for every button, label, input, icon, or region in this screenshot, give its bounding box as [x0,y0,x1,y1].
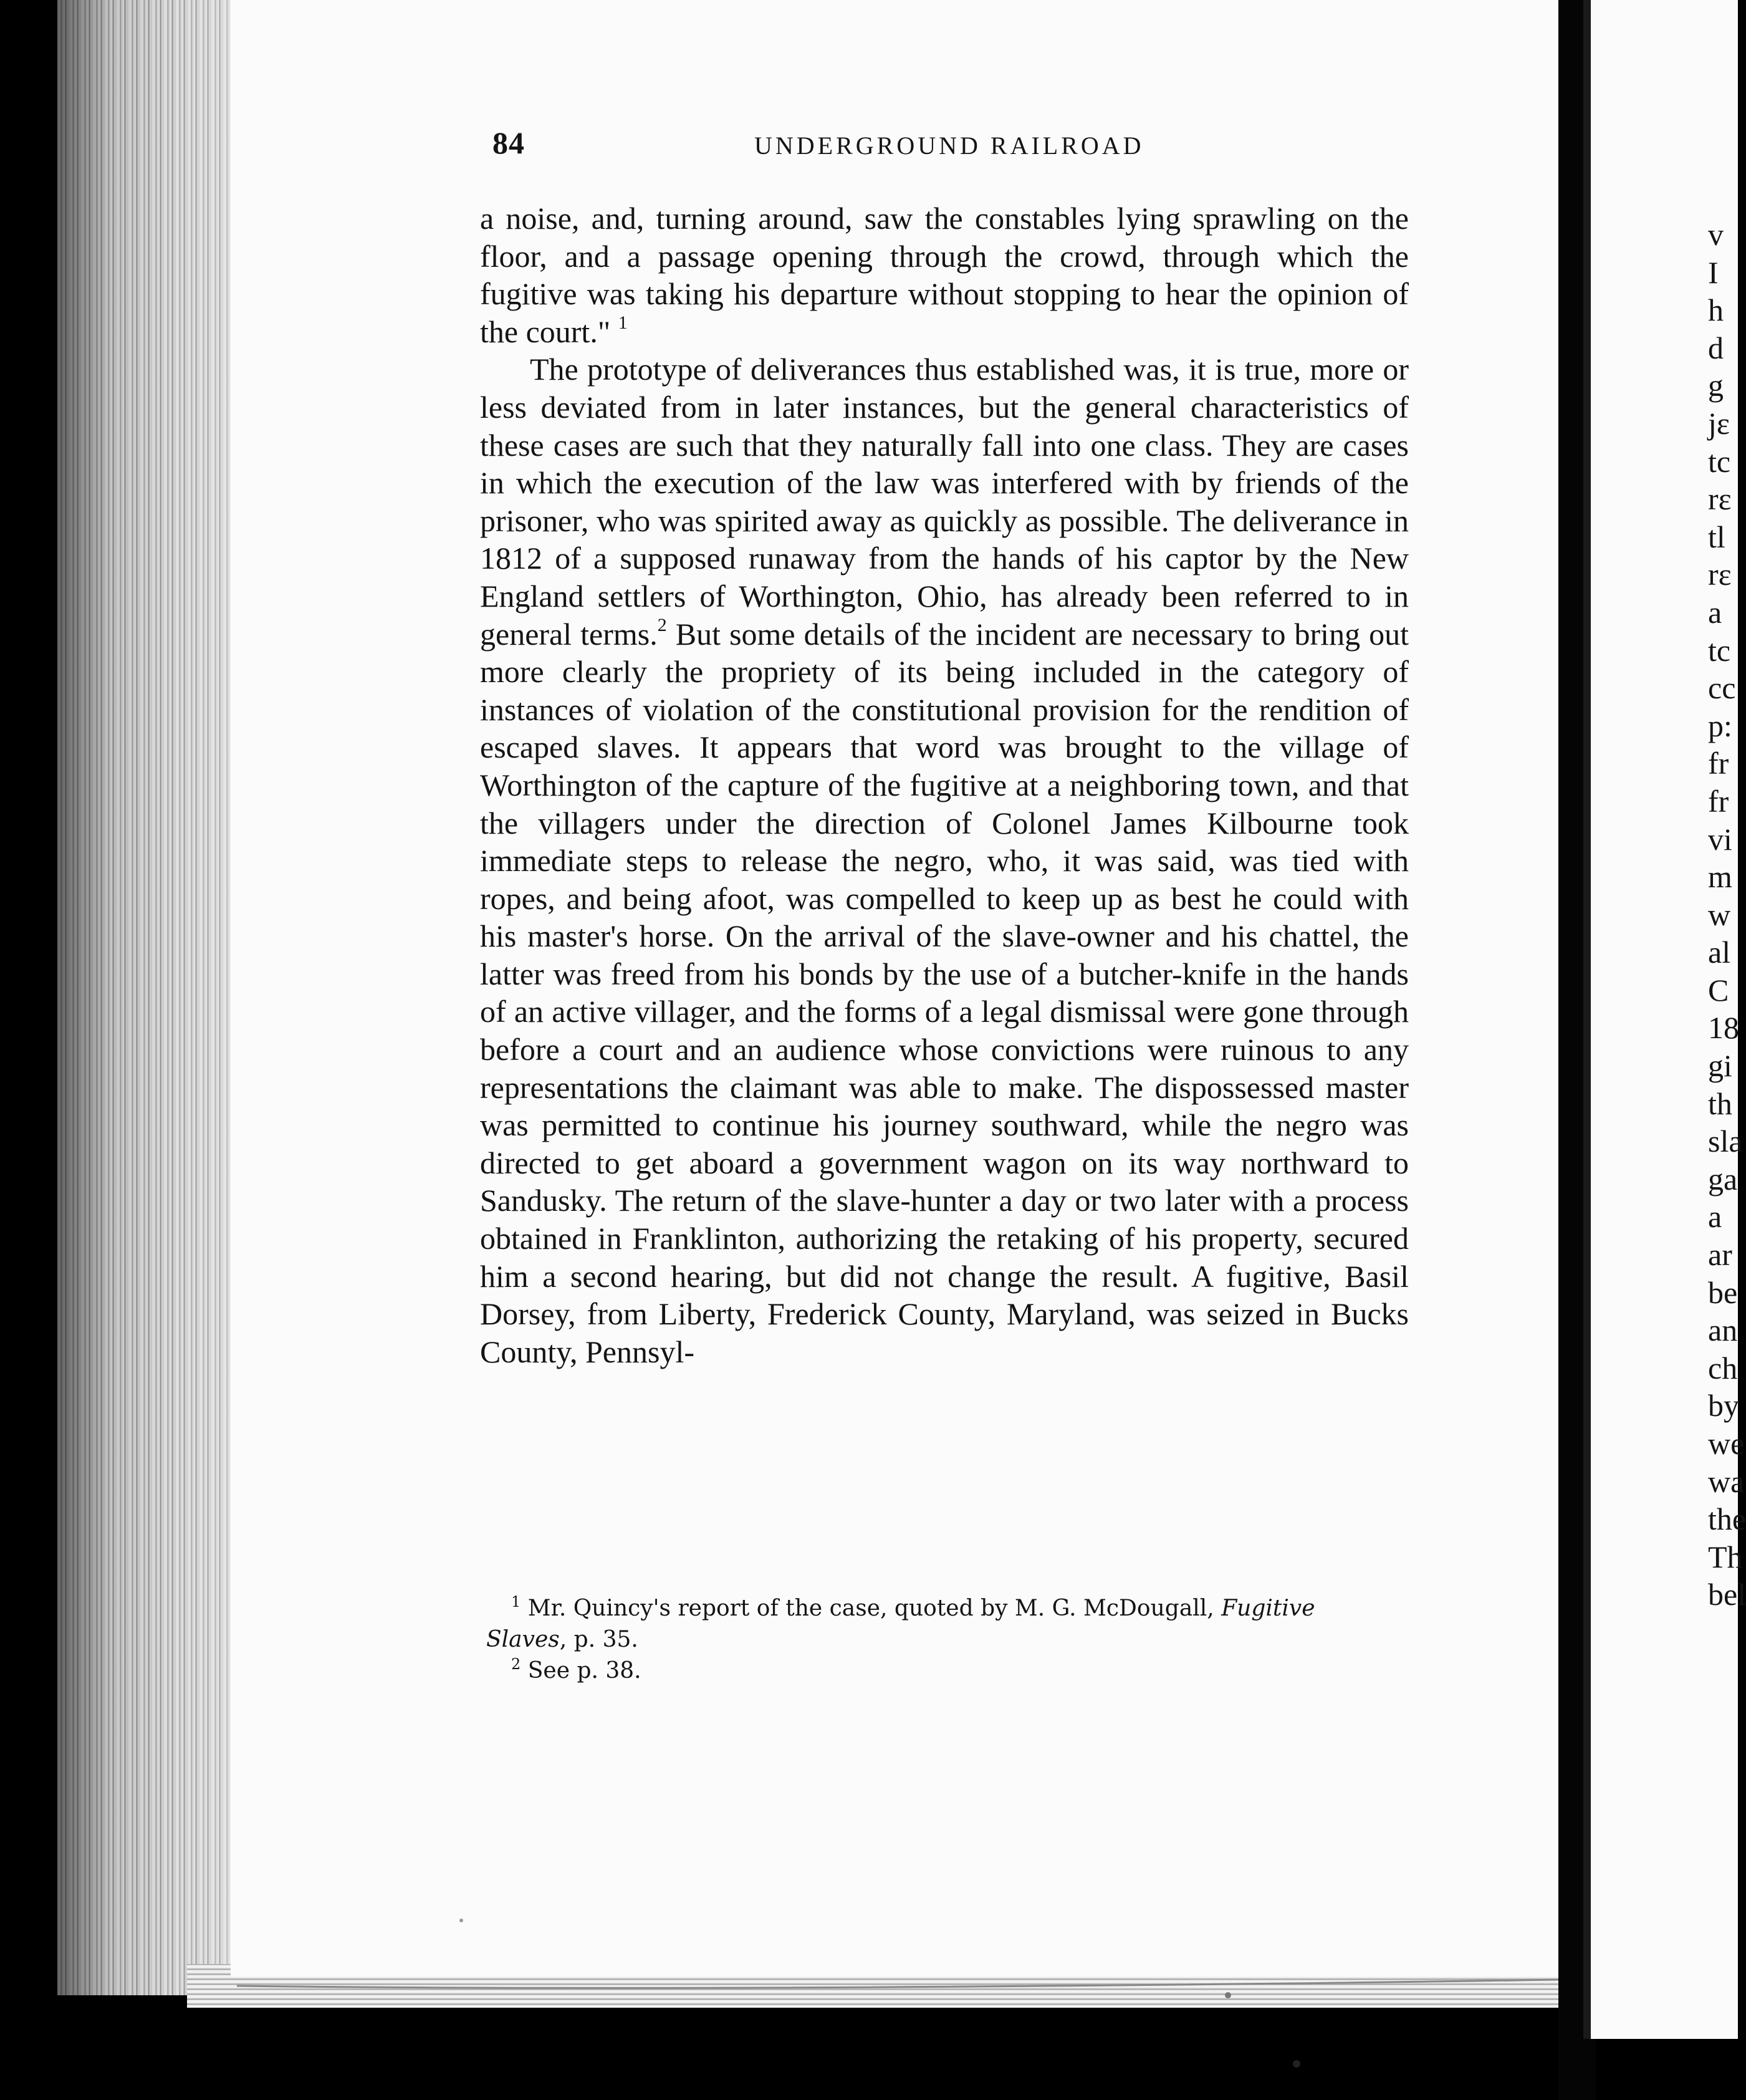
facing-page-fragment: tc [1708,443,1731,479]
facing-page-fragment: d [1708,330,1724,365]
paragraph [480,350,1409,1370]
facing-page-fragment: bel [1708,1577,1746,1612]
fore-edge-shadow [57,0,238,1995]
facing-page-fragment: w [1708,897,1731,932]
facing-page-fragment: m [1708,859,1732,895]
facing-page-fragment: ga [1708,1161,1738,1197]
facing-page-fragment: I [1708,254,1719,290]
dust-speck [1293,2060,1300,2068]
facing-page-fragment: v [1708,217,1724,252]
facing-page-fragment: g [1708,368,1724,403]
facing-page-fragment: a [1708,594,1722,630]
facing-page-text-fragments [1708,216,1746,1614]
footnote-text: , p. 35. [559,1627,638,1652]
footnote-marker: 1 [511,1593,521,1611]
footnotes [486,1593,1396,1687]
facing-page-fragment: sla [1708,1124,1743,1159]
running-title: UNDERGROUND RAILROAD [754,132,1144,160]
running-head [492,125,1521,175]
facing-page-fragment: h [1708,292,1724,328]
facing-page-fragment: rε [1708,481,1732,517]
facing-page-fragment: th [1708,1086,1732,1121]
paragraph-continued [480,200,1409,350]
facing-page-fragment: rε [1708,557,1732,592]
facing-page-fragment: the [1708,1501,1746,1537]
facing-page-fragment: al [1708,935,1731,970]
footnote-marker: 2 [511,1655,521,1673]
paragraph-text: a noise, and, turning around, saw the constables lying sprawling on the floor, and a passage opening through the crowd, through which the fugitive was taking his departure without stopping to hear the opinion of the court." [480,201,1409,349]
footnote-text: Mr. Quincy's report of the case, quoted by M. G. McDougall, [520,1596,1222,1621]
facing-page-fragment: gi [1708,1048,1732,1084]
facing-page-fragment: fr [1708,746,1729,781]
facing-page-fragment: wa [1708,1463,1745,1499]
facing-page-fragment: C [1708,972,1729,1008]
facing-page-fragment: tl [1708,519,1725,554]
footnote-ref-1: 1 [618,312,628,333]
facing-page-fragment: cc [1708,670,1736,706]
facing-page-fragment: fr [1708,783,1729,819]
footnote-ref-2: 2 [657,614,667,635]
facing-page-fragment: be [1708,1274,1738,1310]
footnote-1 [486,1593,1396,1655]
footnote-text: See p. 38. [520,1658,641,1683]
facing-page-fragment: jε [1708,405,1730,441]
facing-page-fragment: by [1708,1388,1739,1423]
facing-page-fragment: an [1708,1312,1738,1348]
facing-page-fragment: vi [1708,821,1732,857]
facing-page-fragment: ch [1708,1350,1738,1385]
facing-page-fragment: Th [1708,1539,1743,1574]
footnote-2 [486,1655,1396,1687]
paragraph-text: But some details of the incident are necessary to bring out more clearly the propriety of its being included in the category of instances of violation of the constitutional provision for the rendition of escaped slaves. It appears that word was brought to the village of Worthington of the capture of the fugitive at a neighboring town, and that the villagers under the direction of Colonel James Kilbourne took immediate steps to release the negro, who, it was said, was tied with ropes, and being afoot, was compelled to keep up as best he could with his master's horse. On the arrival of the slave-owner and his chattel, the latter was freed from his bonds by the use of a butcher-knife in the hands of an active villager, and the forms of a legal dismissal were gone through before a court and an audience whose convictions were ruinous to any representations the claimant was able to make. The dispossessed master was permitted to continue his journey southward, while the negro was directed to get aboard a government wagon on its way northward to Sandusky. The return of the slave-hunter a day or two later with a process obtained in Franklinton, authorizing the retaking of his property, secured him a second hearing, but did not change the result. A fugitive, Basil Dorsey, from Liberty, Frederick County, Maryland, was seized in Bucks County, Pennsyl- [480,616,1409,1369]
footnote-book-title: Fugitive Slaves [486,1596,1315,1652]
body-text [480,200,1409,1370]
facing-page-fragment: 18 [1708,1010,1739,1046]
facing-page-fragment: we [1708,1426,1745,1461]
facing-page-fragment: ar [1708,1237,1732,1273]
paragraph-text: The prototype of deliverances thus established was, it is true, more or less deviated from in later instances, but the general characteristics of these cases are such that they naturally fall into one class. They are cases in which the execution of the law was interfered with by friends of the prisoner, who was spirited away as quickly as possible. The deliverance in 1812 of a supposed runaway from the hands of his captor by the New England settlers of Worthington, Ohio, has already been referred to in general terms. [480,352,1409,652]
facing-page-fragment: a [1708,1199,1722,1235]
facing-page-fragment: p: [1708,708,1732,743]
facing-page-fragment: tc [1708,632,1731,668]
page-number: 84 [492,125,525,160]
